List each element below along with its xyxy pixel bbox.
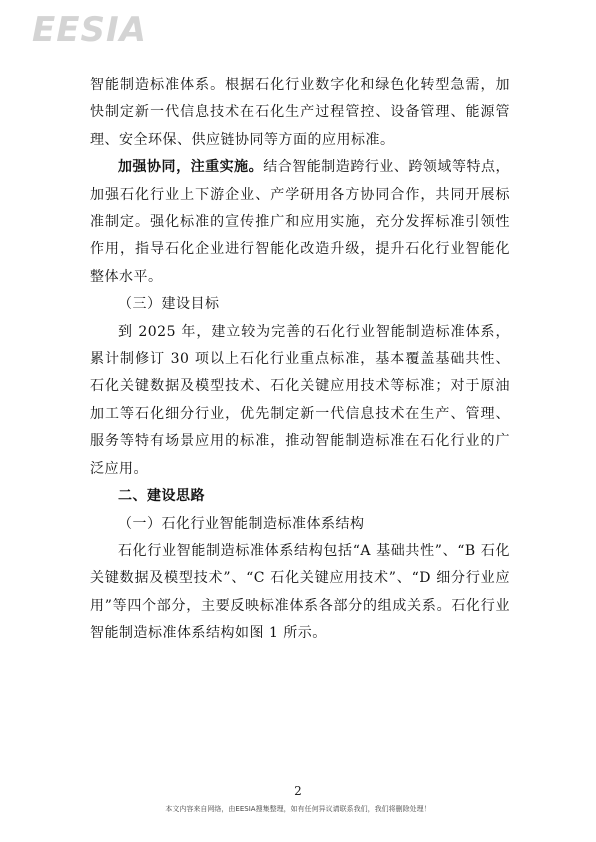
document-body [90, 72, 510, 648]
paragraph-2-lead: 加强协同，注重实施。 [118, 159, 264, 176]
footer-disclaimer: 本文内容来自网络，由EESIA搜集整理，如有任何异议请联系我们，我们将删除处理！ [165, 805, 431, 813]
paragraph-2-text: 结合智能制造跨行业、跨领域等特点，加强石化行业上下游企业、产学研用各方协同合作，共同开展标准制定。强化标准的宣传推广和应用实施，充分发挥标准引领性作用，指导石化企业进行智能化改造升级，提升石化行业智能化整体水平。 [90, 159, 511, 285]
section-heading-approach: 二、建设思路 [118, 488, 205, 505]
eesia-logo: EESIA [32, 10, 147, 50]
subsection-heading-goals: （三）建设目标 [118, 296, 220, 313]
subsection-heading-structure: （一）石化行业智能制造标准体系结构 [118, 515, 365, 532]
paragraph-1: 智能制造标准体系。根据石化行业数字化和绿色化转型急需，加快制定新一代信息技术在石化生产过程管控、设备管理、能源管理、安全环保、供应链协同等方面的应用标准。 [90, 77, 510, 148]
page-number: 2 [294, 784, 302, 798]
paragraph-2 [90, 154, 510, 291]
paragraph-4: 石化行业智能制造标准体系结构包括“A 基础共性”、“B 石化关键数据及模型技术”、“C 石化关键应用技术”、“D 细分行业应用”等四个部分，主要反映标准体系各部分的组成关系。石化行业智能制造标准体系结构如图 1 所示。 [90, 542, 510, 642]
paragraph-3: 到 2025 年，建立较为完善的石化行业智能制造标准体系，累计制修订 30 项以上石化行业重点标准，基本覆盖基础共性、石化关键数据及模型技术、石化关键应用技术等标准；对于原油加工等石化细分行业，优先制定新一代信息技术在生产、管理、服务等特有场景应用的标准，推动智能制造标准在石化行业的广泛应用。 [90, 323, 510, 477]
